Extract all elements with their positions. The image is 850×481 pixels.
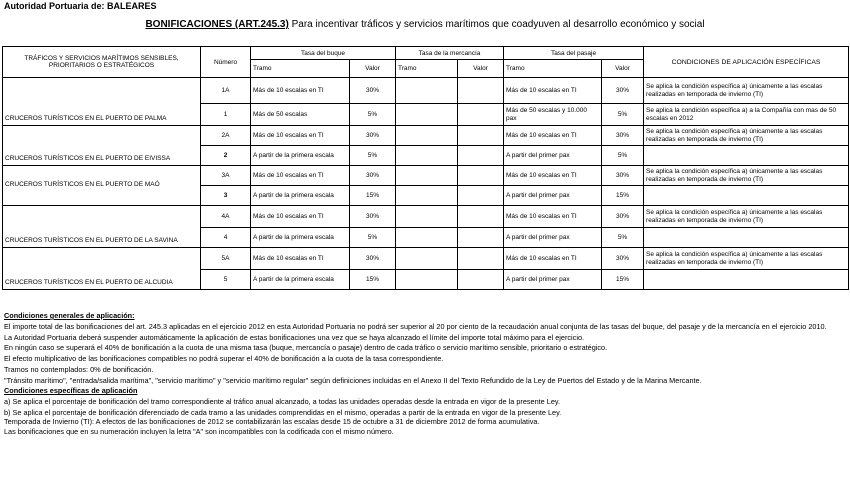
buque-valor: 5% [350,228,396,248]
subheader-tramo: Tramo [504,60,602,78]
table-row [3,248,849,270]
specific-condition-note: a) Se aplica el porcentaje de bonificación del tramo correspondiente al tráfico anual alcanzado, a todas las unidades operadas desde la entrada en vigor de la presente Ley. [4,397,561,407]
bonus-number: 4 [201,228,251,248]
specific-condition: Se aplica la condición específica a) a la Compañía con mas de 50 escalas en 2012 [644,104,849,126]
buque-tramo: Más de 10 escalas en TI [251,248,350,270]
buque-valor: 5% [350,104,396,126]
specific-condition: Se aplica la condición específica a) únicamente a las escalas realizadas en temporada de invierno (TI) [644,206,849,228]
header-tasa-pasaje: Tasa del pasaje [504,47,644,60]
notes-section [4,312,846,437]
bonus-number: 2A [201,126,251,146]
pasaje-tramo: A partir del primer pax [504,186,602,206]
pasaje-valor: 5% [602,228,644,248]
bonus-number: 3A [201,166,251,186]
buque-tramo: A partir de la primera escala [251,228,350,248]
pasaje-valor: 15% [602,186,644,206]
subheader-valor: Valor [350,60,396,78]
subheader-valor: Valor [602,60,644,78]
pasaje-tramo: Más de 50 escalas y 10.000 pax [504,104,602,126]
buque-valor: 30% [350,248,396,270]
mercancia-tramo [396,78,458,104]
specific-condition [644,186,849,206]
mercancia-valor [458,104,504,126]
general-condition: El importe total de las bonificaciones del art. 245.3 aplicadas en el ejercicio 2012 en esta Autoridad Portuaria no podrá ser superior al 20 por ciento de la recaudación anual conjunta de las tasas del buque, del pasaje y de la mercancía en el ejercicio 2010. [4,321,827,331]
table-row [3,126,849,146]
pasaje-valor: 5% [602,146,644,166]
traffic-name: CRUCEROS TURÍSTICOS EN EL PUERTO DE PALMA [3,78,201,126]
header-tasa-mercancia: Tasa de la mercancía [396,47,504,60]
specific-condition [644,146,849,166]
mercancia-valor [458,126,504,146]
buque-valor: 30% [350,206,396,228]
pasaje-valor: 15% [602,270,644,290]
pasaje-tramo: A partir del primer pax [504,146,602,166]
mercancia-tramo [396,228,458,248]
general-condition: El efecto multiplicativo de las bonificaciones compatibles no podrá superar el 40% de bonificación a la cuota de la tasa correspondiente. [4,354,444,364]
bonus-number: 1 [201,104,251,126]
pasaje-tramo: Más de 10 escalas en TI [504,126,602,146]
traffic-name: CRUCEROS TURÍSTICOS EN EL PUERTO DE ALCUDIA [3,248,201,290]
bonus-number: 1A [201,78,251,104]
header-numero: Número [201,47,251,78]
specific-condition: Se aplica la condición específica a) únicamente a las escalas realizadas en temporada de invierno (TI) [644,166,849,186]
pasaje-valor: 5% [602,104,644,126]
traffic-name: CRUCEROS TURÍSTICOS EN EL PUERTO DE EIVISSA [3,126,201,166]
bonificaciones-table [2,46,849,290]
table-row [3,78,849,104]
buque-tramo: Más de 10 escalas en TI [251,126,350,146]
specific-condition [644,228,849,248]
bonus-number: 2 [201,146,251,166]
buque-tramo: A partir de la primera escala [251,186,350,206]
mercancia-valor [458,248,504,270]
bonus-number: 5A [201,248,251,270]
buque-tramo: Más de 10 escalas en TI [251,166,350,186]
mercancia-valor [458,166,504,186]
specific-conditions-heading: Condiciones específicas de aplicación [4,386,138,396]
buque-valor: 5% [350,146,396,166]
traffic-name: CRUCEROS TURÍSTICOS EN EL PUERTO DE LA SAVINA [3,206,201,248]
mercancia-valor [458,146,504,166]
subheader-tramo: Tramo [396,60,458,78]
pasaje-valor: 30% [602,166,644,186]
buque-tramo: Más de 10 escalas en TI [251,206,350,228]
specific-condition: Se aplica la condición específica a) únicamente a las escalas realizadas en temporada de invierno (TI) [644,78,849,104]
buque-tramo: A partir de la primera escala [251,270,350,290]
header-condiciones: CONDICIONES DE APLICACIÓN ESPECÍFICAS [644,47,849,78]
buque-valor: 15% [350,186,396,206]
title-main: BONIFICACIONES (ART.245.3) [145,19,289,30]
general-condition: Tramos no contemplados: 0% de bonificación. [4,364,154,374]
buque-tramo: Más de 50 escalas [251,104,350,126]
specific-condition: Se aplica la condición específica a) únicamente a las escalas realizadas en temporada de invierno (TI) [644,248,849,270]
mercancia-tramo [396,104,458,126]
mercancia-tramo [396,186,458,206]
authority-label: Autoridad Portuaria de: BALEARES [4,1,157,11]
mercancia-valor [458,270,504,290]
specific-condition-note: Temporada de Invierno (TI): A efectos de las bonificaciones de 2012 se contabilizarán las escalas desde 15 de octubre a 31 de diciembre 2012 de forma acumulativa. [4,416,540,426]
mercancia-valor [458,186,504,206]
mercancia-valor [458,206,504,228]
general-condition: "Tránsito marítimo", "entrada/salida marítima", "servicio marítimo" y "servicio marítimo regular" según definiciones incluidas en el Anexo II del Texto Refundido de la Ley de Puertos del Estado y de la Marina Mercante. [4,375,702,385]
bonus-number: 5 [201,270,251,290]
page-title [0,19,850,30]
mercancia-tramo [396,248,458,270]
specific-condition: Se aplica la condición específica a) únicamente a las escalas realizadas en temporada de invierno (TI) [644,126,849,146]
buque-tramo: Más de 10 escalas en TI [251,78,350,104]
mercancia-tramo [396,270,458,290]
buque-valor: 30% [350,78,396,104]
buque-valor: 15% [350,270,396,290]
mercancia-tramo [396,206,458,228]
pasaje-tramo: A partir del primer pax [504,270,602,290]
table-row [3,166,849,186]
mercancia-valor [458,78,504,104]
header-tasa-buque: Tasa del buque [251,47,396,60]
pasaje-tramo: Más de 10 escalas en TI [504,166,602,186]
specific-condition-note: Las bonificaciones que en su numeración incluyen la letra "A" son incompatibles con la codificada con el mismo número. [4,427,394,437]
pasaje-valor: 30% [602,78,644,104]
buque-valor: 30% [350,126,396,146]
pasaje-tramo: Más de 10 escalas en TI [504,78,602,104]
general-conditions-heading: Condiciones generales de aplicación: [4,311,135,320]
pasaje-valor: 30% [602,206,644,228]
pasaje-tramo: Más de 10 escalas en TI [504,206,602,228]
mercancia-tramo [396,126,458,146]
mercancia-valor [458,228,504,248]
mercancia-tramo [396,146,458,166]
table-row [3,206,849,228]
buque-valor: 30% [350,166,396,186]
specific-condition [644,270,849,290]
title-rest: Para incentivar tráficos y servicios marítimos que coadyuven al desarrollo económico y social [288,19,705,30]
subheader-valor: Valor [458,60,504,78]
specific-condition-note: b) Se aplica el porcentaje de bonificación diferenciado de cada tramo a las unidades comprendidas en el mismo, operadas a partir de la entrada en vigor de la presente Ley. [4,408,562,418]
pasaje-valor: 30% [602,248,644,270]
pasaje-tramo: A partir del primer pax [504,228,602,248]
general-condition: La Autoridad Portuaria deberá suspender automáticamente la aplicación de estas bonificaciones una vez que se haya alcanzado el límite del importe total máximo para el ejercicio. [4,332,585,342]
general-condition: En ningún caso se superará el 40% de bonificación a la cuota de una misma tasa (buque, mercancía o pasaje) dentro de cada tráfico o servicio marítimo sensible, prioritario o estratégico. [4,343,608,353]
mercancia-tramo [396,166,458,186]
header-traficos: TRÁFICOS Y SERVICIOS MARÍTIMOS SENSIBLES, PRIORITARIOS O ESTRATÉGICOS [3,47,201,78]
traffic-name: CRUCEROS TURÍSTICOS EN EL PUERTO DE MAÓ [3,166,201,206]
bonus-number: 3 [201,186,251,206]
bonus-number: 4A [201,206,251,228]
pasaje-valor: 30% [602,126,644,146]
buque-tramo: A partir de la primera escala [251,146,350,166]
subheader-tramo: Tramo [251,60,350,78]
pasaje-tramo: Más de 10 escalas en TI [504,248,602,270]
